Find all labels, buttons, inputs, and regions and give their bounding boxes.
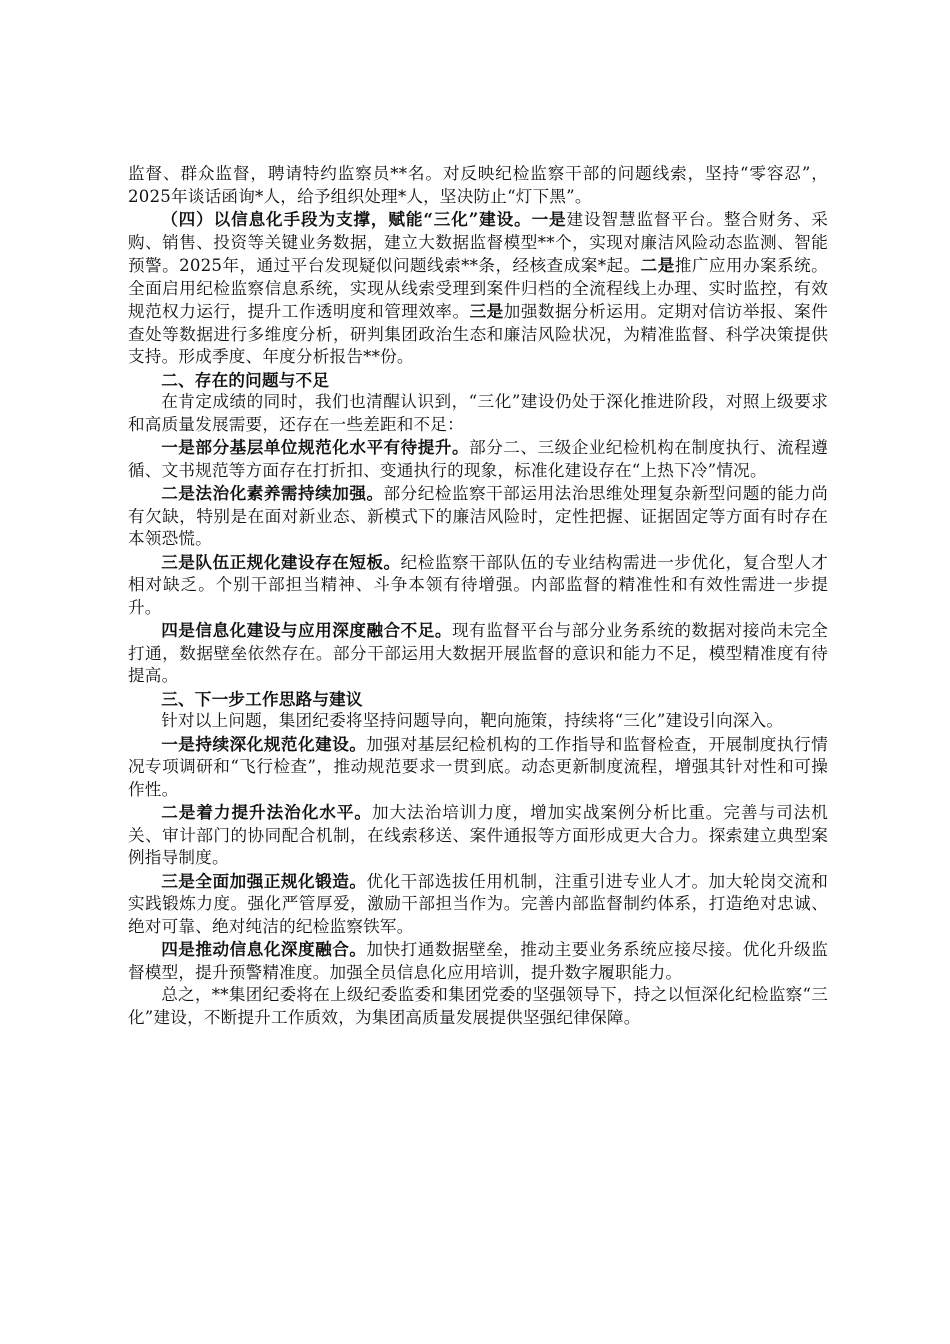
paragraph-lead: 二是 <box>640 255 675 275</box>
paragraph-text: 针对以上问题，集团纪委将坚持问题导向，靶向施策，持续将“三化”建设引向深入。 <box>161 711 784 730</box>
paragraph-problem-2 <box>128 482 828 551</box>
paragraph-lead: 四是推动信息化深度融合。 <box>161 939 367 959</box>
paragraph-measure-3 <box>128 870 828 939</box>
paragraph-next-steps-intro <box>128 710 828 733</box>
paragraph-measure-4 <box>128 938 828 984</box>
paragraph-text: 现有监督平台与部分业务系统的数据对接尚未完全打通，数据壁垒依然存在。部分干部运用大数据开展监督的意识和能力不足，模型精准度有待提高。 <box>128 621 828 685</box>
paragraph-text: 加强对基层纪检机构的工作指导和监督检查，开展制度执行情况专项调研和“飞行检查”，推动规范要求一贯到底。动态更新制度流程，增强其针对性和可操作性。 <box>128 734 828 799</box>
paragraph-lead: （四）以信息化手段为支撑，赋能“三化”建设。一是 <box>161 209 567 229</box>
paragraph-measure-1 <box>128 733 828 802</box>
paragraph-problem-3 <box>128 551 828 620</box>
paragraph-text: 部分纪检监察干部运用法治思维处理复杂新型问题的能力尚有欠缺，特别是在面对新业态、新模式下的廉洁风险时，定性把握、证据固定等方面有时存在本领恐慌。 <box>128 484 828 548</box>
paragraph-conclusion <box>128 984 828 1029</box>
paragraph-informatization <box>128 208 828 369</box>
paragraph-problem-4 <box>128 619 828 688</box>
paragraph-text: 加强数据分析运用。定期对信访举报、案件查处等数据进行多维度分析，研判集团政治生态和廉洁风险状况，为精准监督、科学决策提供支持。形成季度、年度分析报告**份。 <box>128 302 828 366</box>
paragraph-oversight-continuation <box>128 163 828 208</box>
paragraph-lead: 一是持续深化规范化建设。 <box>161 733 367 754</box>
paragraph-text: 加快打通数据壁垒，推动主要业务系统应接尽接。优化升级监督模型，提升预警精准度。加强全员信息化应用培训，提升数字履职能力。 <box>128 940 828 982</box>
section-heading-problems <box>128 369 828 392</box>
paragraph-problems-intro <box>128 391 828 436</box>
section-heading-next-steps <box>128 688 828 711</box>
paragraph-text: 监督、群众监督，聘请特约监察员**名。对反映纪检监察干部的问题线索，坚持“零容忍”，2025年谈话函询*人，给予组织处理*人，坚决防止“灯下黑”。 <box>128 164 828 206</box>
paragraph-text: 纪检监察干部队伍的专业结构需进一步优化，复合型人才相对缺乏。个别干部担当精神、斗争本领有待增强。内部监督的精准性和有效性需进一步提升。 <box>128 552 828 617</box>
paragraph-text: 推广应用办案系统。全面启用纪检监察信息系统，实现从线索受理到案件归档的全流程线上办理、实时监控，有效规范权力运行，提升工作透明度和管理效率。 <box>128 256 828 321</box>
paragraph-lead: 二是法治化素养需持续加强。 <box>161 483 384 503</box>
paragraph-lead: 三是 <box>469 301 504 321</box>
section-heading-text: 三、下一步工作思路与建议 <box>161 688 363 709</box>
paragraph-text: 加大法治培训力度，增加实战案例分析比重。完善与司法机关、审计部门的协同配合机制，在线索移送、案件通报等方面形成更大合力。探索建立典型案例指导制度。 <box>128 803 829 867</box>
paragraph-text: 在肯定成绩的同时，我们也清醒认识到，“三化”建设仍处于深化推进阶段，对照上级要求和高质量发展需要，还存在一些差距和不足： <box>128 392 828 434</box>
paragraph-lead: 三是队伍正规化建设存在短板。 <box>161 551 401 572</box>
paragraph-lead: 三是全面加强正规化锻造。 <box>161 870 367 891</box>
paragraph-text: 建设智慧监督平台。整合财务、采购、销售、投资等关键业务数据，建立大数据监督模型**个，实现对廉洁风险动态监测、智能预警。2025年，通过平台发现疑似问题线索**条，经核查成案*起。 <box>128 210 828 275</box>
paragraph-measure-2 <box>128 801 828 870</box>
paragraph-lead: 一是部分基层单位规范化水平有待提升。 <box>161 437 470 457</box>
paragraph-text: 总之，**集团纪委将在上级纪委监委和集团党委的坚强领导下，持之以恒深化纪检监察“三化”建设，不断提升工作质效，为集团高质量发展提供坚强纪律保障。 <box>128 985 828 1027</box>
paragraph-problem-1 <box>128 436 828 482</box>
paragraph-text: 优化干部选拔任用机制，注重引进专业人才。加大轮岗交流和实践锻炼力度。强化严管厚爱，激励干部担当作为。完善内部监督制约体系，打造绝对忠诚、绝对可靠、绝对纯洁的纪检监察铁军。 <box>128 871 828 936</box>
document-body <box>128 163 828 1029</box>
section-heading-text: 二、存在的问题与不足 <box>161 369 330 390</box>
paragraph-text: 部分二、三级企业纪检机构在制度执行、流程遵循、文书规范等方面存在打折扣、变通执行的现象，标准化建设存在“上热下冷”情况。 <box>128 438 828 480</box>
paragraph-lead: 四是信息化建设与应用深度融合不足。 <box>161 620 452 640</box>
paragraph-lead: 二是着力提升法治化水平。 <box>161 802 373 822</box>
